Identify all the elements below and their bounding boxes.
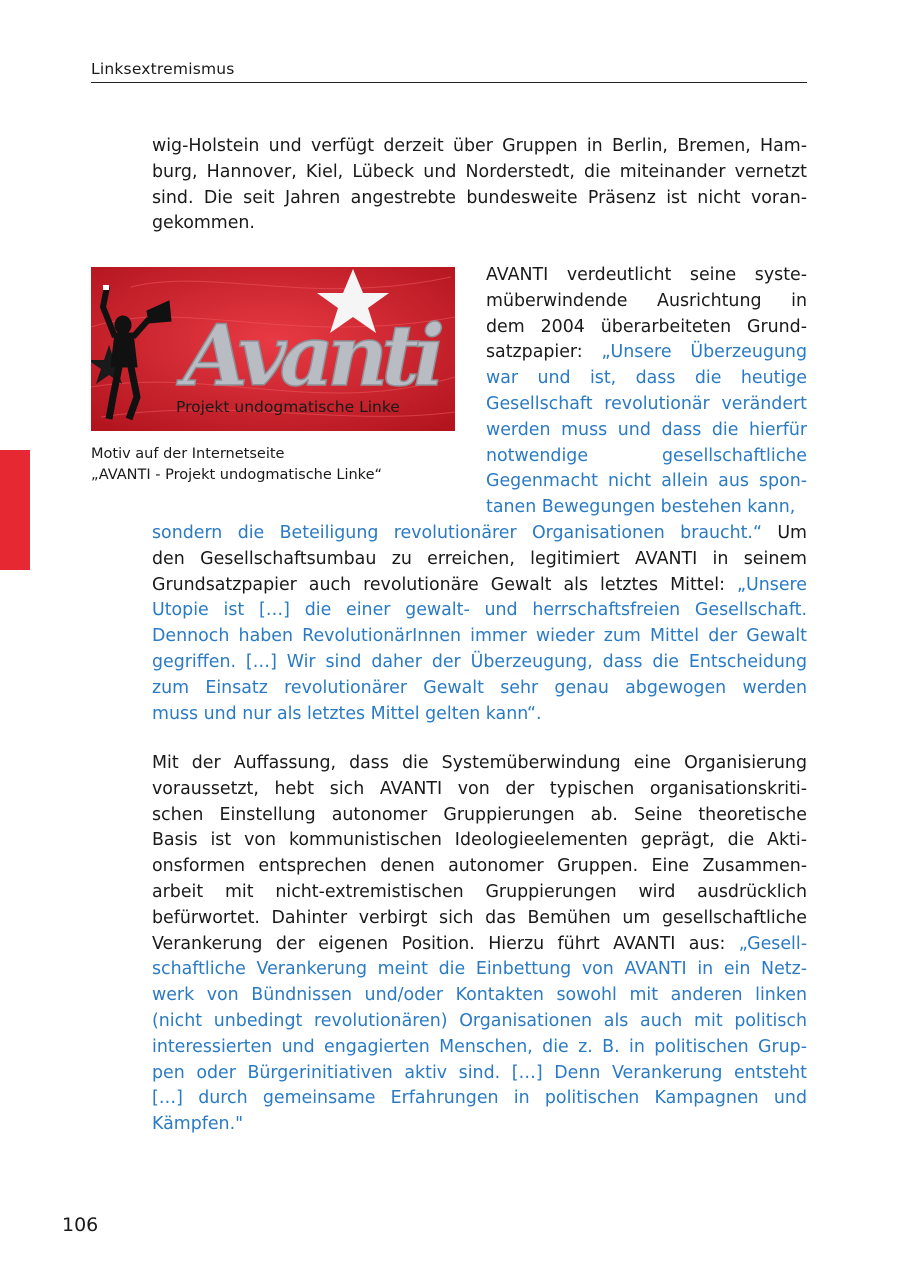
text-line — [486, 444, 807, 470]
quotation-text: gegriffen. […] Wir sind daher der Überzeugung, dass die Entscheidung — [152, 651, 807, 672]
body-text: dem 2004 überarbeiteten Grund- — [486, 316, 807, 337]
paragraph-intro — [152, 134, 807, 237]
quotation-text: muss und nur als letztes Mittel gelten kann“. — [152, 703, 542, 724]
quotation-text: interessierten und engagierten Menschen, die z. B. in politischen Grup- — [152, 1036, 807, 1057]
quotation-text: Gesellschaft revolutionär verändert — [486, 393, 807, 414]
quotation-text: werden muss und dass die hierfür — [486, 419, 807, 440]
quotation-text: pen oder Bürgerinitiativen aktiv sind. […] Denn Verankerung entsteht — [152, 1062, 807, 1083]
caption-line: „AVANTI - Projekt undogmatische Linke“ — [91, 467, 382, 483]
body-text: Mit der Auffassung, dass die Systemüberwindung eine Organisierung — [152, 753, 807, 773]
quotation-text: notwendige gesellschaftliche — [486, 445, 807, 466]
quotation-text: Gegenmacht nicht allein aus spon- — [486, 471, 807, 492]
paragraph-organisierung — [152, 751, 807, 1138]
body-text: arbeit mit nicht-extremistischen Gruppierungen wird ausdrücklich — [152, 881, 807, 902]
text-line — [152, 521, 807, 547]
text-line — [152, 880, 807, 906]
text-line — [486, 340, 807, 366]
quotation-text: war und ist, dass die heutige — [486, 368, 807, 389]
text-line — [152, 957, 807, 983]
text-line: wig-Holstein und verfügt derzeit über Gruppen in Berlin, Bremen, Ham- — [152, 136, 807, 156]
text-line — [152, 650, 807, 676]
body-text: Basis ist von kommunistischen Ideologieelementen geprägt, die Akti- — [152, 830, 807, 851]
text-line — [152, 854, 807, 880]
chapter-marker-tab — [0, 450, 30, 570]
quotation-text: sondern die Beteiligung revolutionärer Organisationen braucht.“ — [152, 523, 762, 543]
text-line — [486, 418, 807, 444]
text-line — [486, 392, 807, 418]
body-text: onsformen entsprechen denen autonomer Gruppen. Eine Zusammen- — [152, 856, 807, 877]
text-line — [486, 315, 807, 341]
text-line — [152, 573, 807, 599]
caption-line: Motiv auf der Internetseite — [91, 446, 285, 462]
text-line: burg, Hannover, Kiel, Lübeck und Norderstedt, die miteinander vernetzt — [152, 161, 807, 182]
quotation-text: werk von Bündnissen und/oder Kontakten sowohl mit anderen linken — [152, 985, 807, 1006]
body-text: Um — [761, 523, 808, 543]
logo-subtitle: Projekt undogmatische Linke — [176, 398, 400, 416]
text-line — [152, 624, 807, 650]
quotation-text: „Unsere Überzeugung — [601, 342, 807, 363]
body-text: müberwindende Ausrichtung in — [486, 290, 807, 311]
text-line — [152, 932, 807, 958]
quotation-text: (nicht unbedingt revolutionären) Organisationen als auch mit politisch — [152, 1010, 807, 1031]
text-line — [486, 366, 807, 392]
running-header: Linksextremismus — [91, 60, 807, 83]
quotation-text: Dennoch haben RevolutionärInnen immer wieder zum Mittel der Gewalt — [152, 626, 807, 647]
text-line — [152, 1035, 807, 1061]
text-line — [152, 702, 807, 728]
logo-wordmark: Avanti — [183, 306, 445, 405]
body-text: AVANTI verdeutlicht seine syste- — [486, 265, 807, 285]
body-text: voraussetzt, hebt sich AVANTI von der typischen organisationskriti- — [152, 778, 807, 799]
body-text: Grundsatzpapier auch revolutionäre Gewalt als letztes Mittel: — [152, 574, 737, 595]
text-line — [152, 828, 807, 854]
quotation-text: […] durch gemeinsame Erfahrungen in politischen Kampagnen und — [152, 1088, 807, 1109]
text-line — [152, 547, 807, 573]
figure-caption — [91, 444, 382, 486]
text-line — [486, 469, 807, 495]
text-line — [486, 495, 807, 521]
text-line — [152, 751, 807, 777]
body-text: satzpapier: — [486, 342, 602, 363]
text-line — [152, 906, 807, 932]
quotation-text: tanen Bewegungen bestehen kann, — [486, 497, 796, 518]
text-line — [152, 676, 807, 702]
text-line — [152, 1061, 807, 1087]
body-text: Verankerung der eigenen Position. Hierzu führt AVANTI aus: — [152, 933, 739, 954]
avanti-logo-image — [91, 267, 455, 431]
body-text: schen Einstellung autonomer Gruppierungen ab. Seine theoretische — [152, 804, 807, 825]
quotation-text: zum Einsatz revolutionärer Gewalt sehr genau abgewogen werden — [152, 677, 807, 698]
text-line — [152, 598, 807, 624]
quotation-text: schaftliche Verankerung meint die Einbettung von AVANTI in ein Netz- — [152, 959, 807, 980]
text-line — [486, 289, 807, 315]
body-text: den Gesellschaftsumbau zu erreichen, legitimiert AVANTI in seinem — [152, 548, 807, 569]
text-line — [152, 1009, 807, 1035]
page-number: 106 — [62, 1214, 99, 1236]
quotation-text: Utopie ist […] die einer gewalt- und herrschaftsfreien Gesellschaft. — [152, 600, 807, 621]
text-line — [152, 1112, 807, 1138]
paragraph-avanti-continued — [152, 521, 807, 727]
text-line — [152, 777, 807, 803]
quotation-text: „Unsere — [737, 574, 807, 595]
paragraph-avanti-right-column — [486, 263, 807, 521]
text-line: sind. Die seit Jahren angestrebte bundesweite Präsenz ist nicht voran- — [152, 187, 807, 208]
quotation-text: „Gesell- — [738, 933, 807, 954]
text-line — [486, 263, 807, 289]
text-line — [152, 803, 807, 829]
text-line — [152, 983, 807, 1009]
quotation-text: Kämpfen." — [152, 1114, 244, 1135]
text-line: gekommen. — [152, 213, 255, 234]
body-text: befürwortet. Dahinter verbirgt sich das Bemühen um gesellschaftliche — [152, 907, 807, 928]
text-line — [152, 1086, 807, 1112]
